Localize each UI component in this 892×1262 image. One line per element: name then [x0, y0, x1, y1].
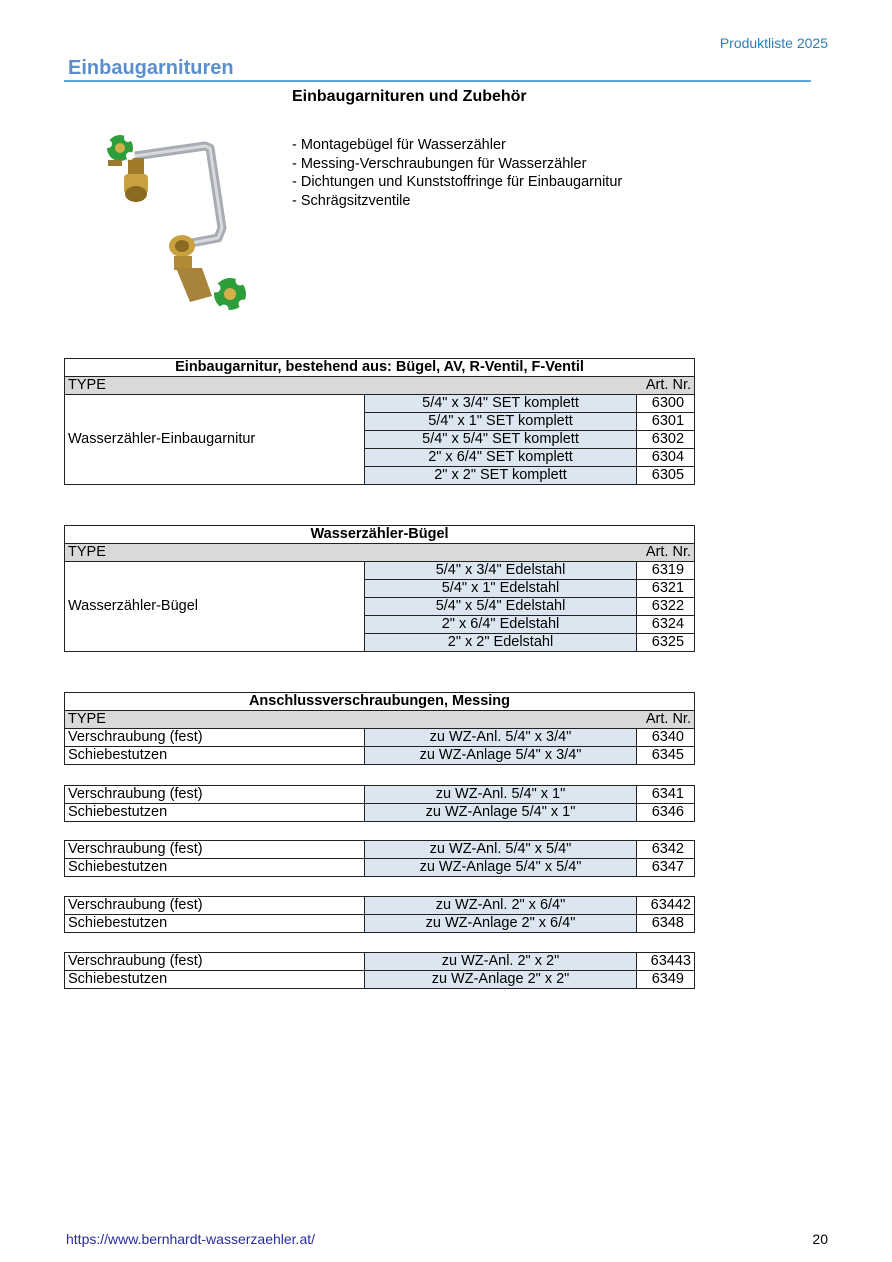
art-nr-cell: 6302 — [637, 431, 695, 449]
description-cell: 5/4" x 5/4" Edelstahl — [365, 598, 637, 616]
description-cell: zu WZ-Anl. 5/4" x 1" — [365, 786, 637, 804]
table-group — [64, 952, 695, 989]
description-cell: 2" x 6/4" SET komplett — [365, 449, 637, 467]
table-row — [65, 897, 695, 915]
document-label: Produktliste 2025 — [719, 35, 828, 51]
description-cell: zu WZ-Anlage 5/4" x 1" — [365, 804, 637, 822]
product-image — [90, 118, 260, 328]
table-row — [65, 395, 695, 413]
art-nr-cell: 63442 — [637, 897, 695, 915]
table-row — [65, 804, 695, 822]
table-buegel — [64, 525, 695, 652]
table-title: Einbaugarnitur, bestehend aus: Bügel, AV, R-Ventil, F-Ventil — [65, 359, 695, 377]
art-nr-cell: 6341 — [637, 786, 695, 804]
art-nr-cell: 63443 — [637, 953, 695, 971]
type-cell: Verschraubung (fest) — [65, 897, 365, 915]
feature-item: - Messing-Verschraubungen für Wasserzähler — [292, 155, 587, 172]
column-header-art-nr: Art. Nr. — [637, 711, 695, 729]
description-cell: 5/4" x 1" Edelstahl — [365, 580, 637, 598]
art-nr-cell: 6346 — [637, 804, 695, 822]
description-cell: 5/4" x 3/4" Edelstahl — [365, 562, 637, 580]
column-header-spacer — [365, 544, 637, 562]
table-row — [65, 915, 695, 933]
table-title: Wasserzähler-Bügel — [65, 526, 695, 544]
table-row — [65, 859, 695, 877]
description-cell: 5/4" x 5/4" SET komplett — [365, 431, 637, 449]
table-row — [65, 729, 695, 747]
section-divider — [64, 80, 811, 82]
page-number: 20 — [812, 1231, 828, 1247]
art-nr-cell: 6348 — [637, 915, 695, 933]
description-cell: 2" x 2" SET komplett — [365, 467, 637, 485]
type-cell: Schiebestutzen — [65, 747, 365, 765]
column-header-art-nr: Art. Nr. — [637, 544, 695, 562]
description-cell: 5/4" x 1" SET komplett — [365, 413, 637, 431]
description-cell: zu WZ-Anl. 5/4" x 5/4" — [365, 841, 637, 859]
description-cell: 5/4" x 3/4" SET komplett — [365, 395, 637, 413]
table-group — [64, 896, 695, 933]
table-row — [65, 971, 695, 989]
website-link[interactable]: https://www.bernhardt-wasserzaehler.at/ — [66, 1231, 316, 1247]
art-nr-cell: 6301 — [637, 413, 695, 431]
art-nr-cell: 6347 — [637, 859, 695, 877]
art-nr-cell: 6349 — [637, 971, 695, 989]
section-title: Einbaugarnituren — [68, 57, 234, 79]
table-row — [65, 841, 695, 859]
art-nr-cell: 6325 — [637, 634, 695, 652]
table-row — [65, 747, 695, 765]
description-cell: zu WZ-Anl. 5/4" x 3/4" — [365, 729, 637, 747]
type-cell: Wasserzähler-Einbaugarnitur — [65, 395, 365, 485]
table-row — [65, 786, 695, 804]
type-cell: Schiebestutzen — [65, 804, 365, 822]
type-cell: Schiebestutzen — [65, 971, 365, 989]
art-nr-cell: 6304 — [637, 449, 695, 467]
feature-item: - Dichtungen und Kunststoffringe für Einbaugarnitur — [292, 174, 623, 191]
table-row — [65, 953, 695, 971]
type-cell: Verschraubung (fest) — [65, 841, 365, 859]
description-cell: zu WZ-Anlage 5/4" x 5/4" — [365, 859, 637, 877]
description-cell: zu WZ-Anl. 2" x 6/4" — [365, 897, 637, 915]
feature-list — [292, 136, 622, 211]
art-nr-cell: 6300 — [637, 395, 695, 413]
art-nr-cell: 6321 — [637, 580, 695, 598]
column-header-art-nr: Art. Nr. — [637, 377, 695, 395]
type-cell: Verschraubung (fest) — [65, 786, 365, 804]
table-anschlussverschraubungen — [64, 692, 695, 765]
table-einbaugarnitur — [64, 358, 695, 485]
table-group — [64, 785, 695, 822]
column-header-type: TYPE — [65, 544, 365, 562]
description-cell: zu WZ-Anl. 2" x 2" — [365, 953, 637, 971]
type-cell: Schiebestutzen — [65, 859, 365, 877]
art-nr-cell: 6319 — [637, 562, 695, 580]
column-header-spacer — [365, 377, 637, 395]
art-nr-cell: 6324 — [637, 616, 695, 634]
art-nr-cell: 6345 — [637, 747, 695, 765]
type-cell: Schiebestutzen — [65, 915, 365, 933]
type-cell: Verschraubung (fest) — [65, 953, 365, 971]
column-header-type: TYPE — [65, 711, 365, 729]
description-cell: 2" x 6/4" Edelstahl — [365, 616, 637, 634]
description-cell: zu WZ-Anlage 2" x 6/4" — [365, 915, 637, 933]
type-cell: Wasserzähler-Bügel — [65, 562, 365, 652]
description-cell: 2" x 2" Edelstahl — [365, 634, 637, 652]
art-nr-cell: 6305 — [637, 467, 695, 485]
page-subtitle: Einbaugarnituren und Zubehör — [292, 88, 527, 105]
table-group — [64, 840, 695, 877]
art-nr-cell: 6340 — [637, 729, 695, 747]
column-header-type: TYPE — [65, 377, 365, 395]
feature-item: - Schrägsitzventile — [292, 193, 411, 210]
table-row — [65, 562, 695, 580]
type-cell: Verschraubung (fest) — [65, 729, 365, 747]
description-cell: zu WZ-Anlage 5/4" x 3/4" — [365, 747, 637, 765]
feature-item: - Montagebügel für Wasserzähler — [292, 137, 506, 153]
column-header-spacer — [365, 711, 637, 729]
table-title: Anschlussverschraubungen, Messing — [65, 693, 695, 711]
art-nr-cell: 6322 — [637, 598, 695, 616]
art-nr-cell: 6342 — [637, 841, 695, 859]
description-cell: zu WZ-Anlage 2" x 2" — [365, 971, 637, 989]
